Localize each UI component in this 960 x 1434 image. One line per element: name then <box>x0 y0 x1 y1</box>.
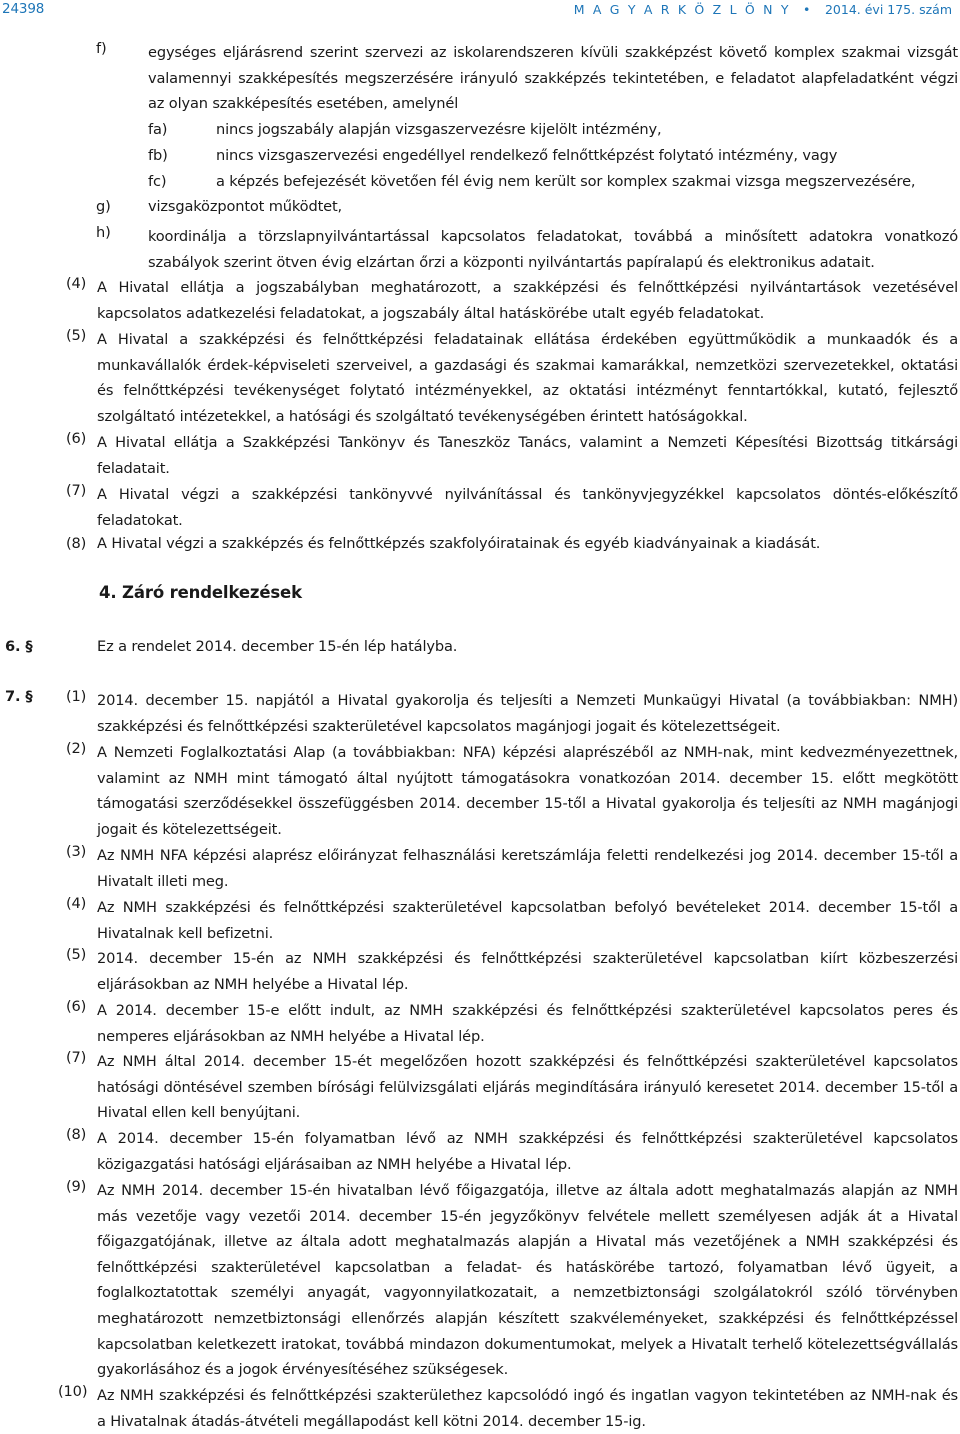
paragraph-number: (5) <box>66 327 87 344</box>
paragraph-text: 2014. december 15-én az NMH szakképzési és felnőttképzési szakterületével kapcsolatban kiírt közbeszerzési eljárásokban az NMH helyébe a Hivatal lép. <box>97 950 958 993</box>
paragraph-text: 2014. december 15. napjától a Hivatal gyakorolja és teljesíti a Nemzeti Munkaügyi Hivatal (a továbbiakban: NMH) szakképzési és felnőttképzési szakterületével kapcsolatos magánjogi jogait és kötelezettségeit. <box>97 692 958 735</box>
paragraph-number: (10) <box>58 1383 88 1400</box>
journal-name: M A G Y A R K Ö Z L Ö N Y <box>573 2 791 17</box>
paragraph-text: Az NMH szakképzési és felnőttképzési szakterülethez kapcsolódó ingó és ingatlan vagyon tekintetében az NMH-nak és a Hivatalnak átadás-átvételi megállapodást kell kötni 2014. december 15-ig. <box>97 1387 958 1430</box>
paragraph-number: (6) <box>66 430 87 447</box>
paragraph-number: (9) <box>66 1178 87 1195</box>
item-text: nincs jogszabály alapján vizsgaszervezésre kijelölt intézmény, <box>216 121 662 138</box>
paragraph-number: (5) <box>66 946 87 963</box>
item-label: g) <box>96 198 111 215</box>
paragraph-number: (3) <box>66 843 87 860</box>
header-bullet: • <box>803 2 813 17</box>
paragraph-text: Az NMH által 2014. december 15-ét megelőzően hozott szakképzési és felnőttképzési szakterületével kapcsolatos hatósági döntésével szemben bírósági felülvizsgálati eljárás megindítására irányuló keresetet 2014. december 15-től a Hivatal ellen kell benyújtani. <box>97 1053 958 1121</box>
item-text: egységes eljárásrend szerint szervezi az iskolarendszeren kívüli szakképzést követő komplex szakmai vizsgát valamennyi szakképesítés megszerzésére irányuló szakképzés tekintetében, e feladatot alapfeladatként végzi az olyan szakképesítés esetében, amelynél <box>148 44 958 112</box>
paragraph-text: Az NMH NFA képzési alaprész előirányzat felhasználási keretszámlája feletti rendelkezési jog 2014. december 15-től a Hivatalt illeti meg. <box>97 847 958 890</box>
item-label: fb) <box>148 147 168 164</box>
item-text: vizsgaközpontot működtet, <box>148 198 343 215</box>
paragraph-text: A 2014. december 15-e előtt indult, az NMH szakképzési és felnőttképzési szakterületével kapcsolatos peres és nemperes eljárásokban az NMH helyébe a Hivatal lép. <box>97 1002 958 1045</box>
section-label: 7. § <box>5 688 33 705</box>
section-title: 4. Záró rendelkezések <box>99 583 302 602</box>
item-label: fc) <box>148 173 167 190</box>
paragraph-number: (7) <box>66 1049 87 1066</box>
paragraph-text: Az NMH 2014. december 15-én hivatalban lévő főigazgatója, illetve az általa adott meghatalmazás alapján az NMH más vezetője vagy vezetői 2014. december 15-én jegyzőkönyv felvétele mellett személyesen adják át a Hivatal főigazgatójának, illetve az általa adott meghatalmazás alapján a Hivatal más vezetőjének a NMH szakképzési és felnőttképzési szakterületével kapcsolatban a feladat- és hatáskörébe tartozó, folyamatban lévő ügyeit, a foglalkoztatottak személyi anyagát, vagyonnyilatkozatait, a nemzetbiztonsági szolgálatokról szóló törvényben meghatározott nemzetbiztonsági ellenőrzés alapján készített szakvéleményeket, szakképzési és felnőttképzéssel kapcsolatban keletkezett iratokat, továbbá mindazon dokumentumokat, melyek a Hivatalt terhelő kötelezettségvállalás gyakorlásához és a jogok érvényesítéséhez szükségesek. <box>97 1182 958 1379</box>
item-text: nincs vizsgaszervezési engedéllyel rendelkező felnőttképzést folytató intézmény, vagy <box>216 147 838 164</box>
paragraph-number: (7) <box>66 482 87 499</box>
page-number: 24398 <box>2 1 45 17</box>
paragraph-text: A Hivatal ellátja a jogszabályban meghatározott, a szakképzési és felnőttképzési nyilvántartások vezetésével kapcsolatos adatkezelési feladatokat, a jogszabály által hatáskörébe utalt egyéb feladatokat. <box>97 279 958 322</box>
paragraph-number: (4) <box>66 275 87 292</box>
paragraph-number: (1) <box>66 688 87 705</box>
item-label: h) <box>96 224 111 241</box>
paragraph-number: (2) <box>66 740 87 757</box>
item-label: f) <box>96 40 107 57</box>
journal-title <box>574 2 952 17</box>
paragraph-text: A 2014. december 15-én folyamatban lévő az NMH szakképzési és felnőttképzési szakterületével kapcsolatos közigazgatási hatósági eljárásaiban az NMH helyébe a Hivatal lép. <box>97 1130 958 1173</box>
issue-info: 2014. évi 175. szám <box>824 2 952 17</box>
paragraph-number: (4) <box>66 895 87 912</box>
paragraph-text: A Hivatal végzi a szakképzési tankönyvvé nyilvánítással és tankönyvjegyzékkel kapcsolatos döntés-előkészítő feladatokat. <box>97 486 958 529</box>
paragraph-text: A Hivatal végzi a szakképzés és felnőttképzés szakfolyóiratainak és egyéb kiadványainak a kiadását. <box>97 535 821 552</box>
paragraph-text: Az NMH szakképzési és felnőttképzési szakterületével kapcsolatban befolyó bevételeket 2014. december 15-től a Hivatalnak kell befizetni. <box>97 899 958 942</box>
paragraph-number: (6) <box>66 998 87 1015</box>
paragraph-text: A Hivatal a szakképzési és felnőttképzési feladatainak ellátása érdekében együttműködik a munkaadók és a munkavállalók érdek-képviseleti szerveivel, a gazdasági és szakmai kamarákkal, nemzetközi szervezetekkel, oktatási és felnőttképzési tevékenységet folytató intézményekkel, az oktatási intézményt fenntartókkal, kutató, fejlesztő szolgáltató intézetekkel, a hatósági és szolgáltató tevékenységében érintett hatóságokkal. <box>97 331 958 425</box>
item-text: a képzés befejezését követően fél évig nem került sor komplex szakmai vizsga megszervezésére, <box>216 173 916 190</box>
section-label: 6. § <box>5 638 33 655</box>
page-header <box>0 0 960 18</box>
paragraph-number: (8) <box>66 1126 87 1143</box>
paragraph-text: A Hivatal ellátja a Szakképzési Tankönyv és Taneszköz Tanács, valamint a Nemzeti Képesítési Bizottság titkársági feladatait. <box>97 434 958 477</box>
paragraph-number: (8) <box>66 535 87 552</box>
paragraph-text: A Nemzeti Foglalkoztatási Alap (a továbbiakban: NFA) képzési alaprészéből az NMH-nak, mint kedvezményezettnek, valamint az NMH mint támogató által nyújtott támogatásokra vonatkozóan 2014. december 15. előtt megkötött támogatási szerződésekkel összefüggésben 2014. december 15-től a Hivatal gyakorolja és teljesíti az NMH magánjogi jogait és kötelezettségeit. <box>97 744 958 838</box>
section-text: Ez a rendelet 2014. december 15-én lép hatályba. <box>97 638 458 655</box>
item-text: koordinálja a törzslapnyilvántartással kapcsolatos feladatokat, továbbá a minősített adatokra vonatkozó szabályok szerint ötven évig elzártan őrzi a központi nyilvántartás papíralapú és elektronikus adatait. <box>148 228 958 271</box>
item-label: fa) <box>148 121 168 138</box>
